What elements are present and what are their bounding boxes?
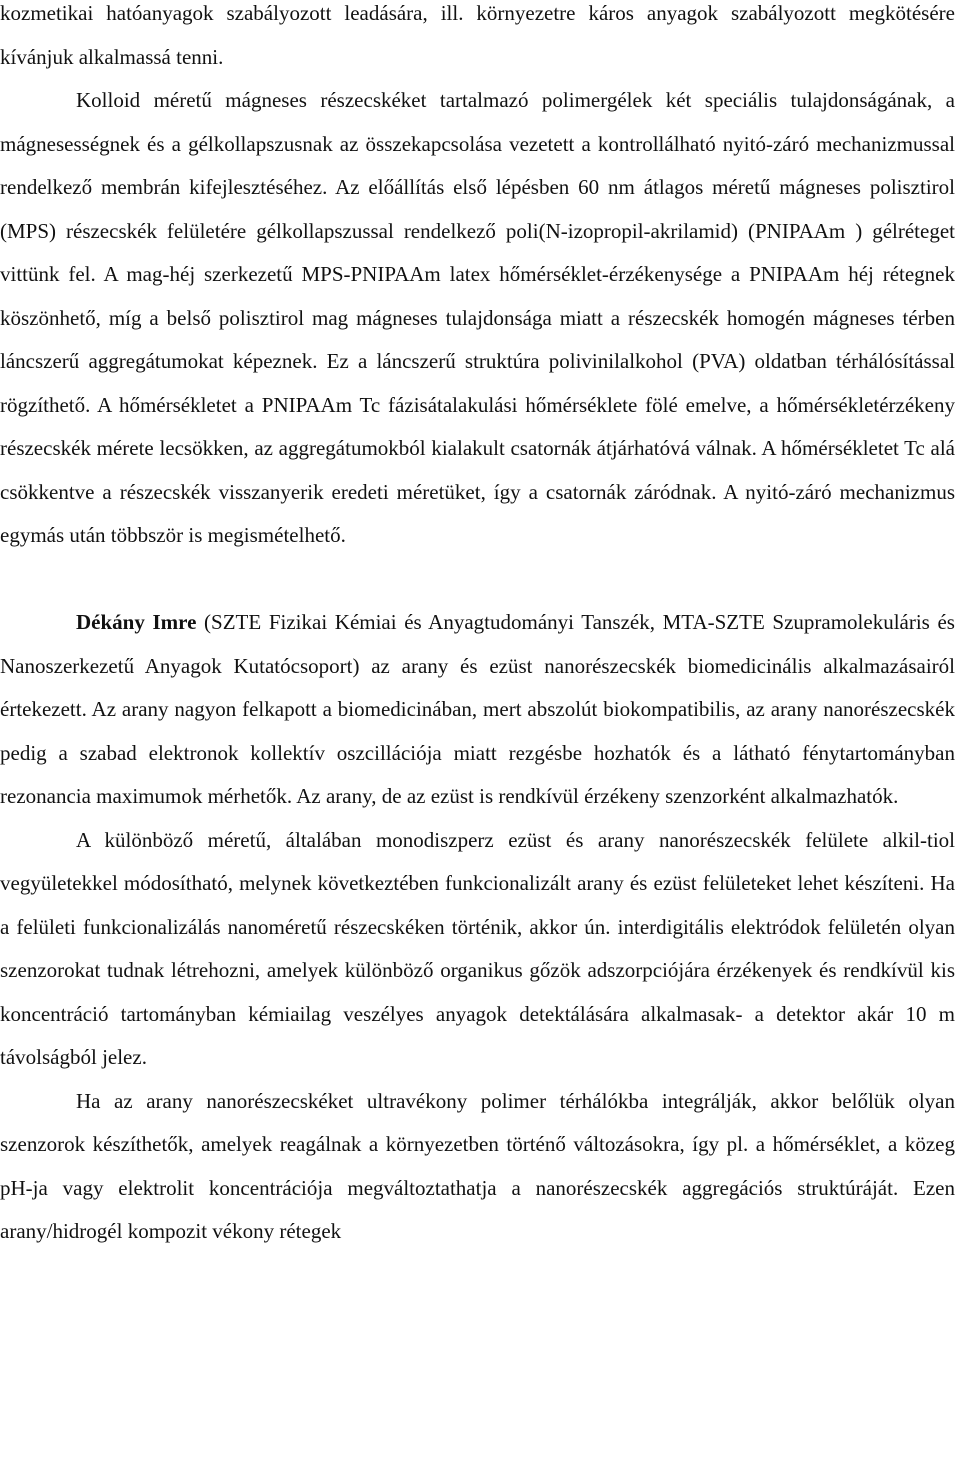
paragraph-kulonbozo: A különböző méretű, általában monodiszperz ezüst és arany nanorészecskék felülete alkil-tiol vegyületekkel módosítható, melynek következtében funkcionalizált arany és ezüst felületeket lehet készíteni. Ha a felületi funkcionalizálás nanoméretű részecskéken történik, akkor ún. interdigitális elektródok felületén olyan szenzorokat tudnak létrehozni, amelyek különböző organikus gőzök adszorpciójára érzékenyek és rendkívül kis koncentráció tartományban kémiailag veszélyes anyagok detektálására alkalmasak- a detektor akár 10 m távolságból jelez. <box>0 827 955 1069</box>
paragraph-intro-tail: kozmetikai hatóanyagok szabályozott leadására, ill. környezetre káros anyagok szabályozott megkötésére kívánjuk alkalmassá tenni. <box>0 1 955 69</box>
paragraph-kolloid: Kolloid méretű mágneses részecskéket tartalmazó polimergélek két speciális tulajdonságának, a mágnesességnek és a gélkollapszusnak az összekapcsolása vezetett a kontrollálható nyitó-záró mechanizmussal rendelkező membrán kifejlesztéséhez. Az előállítás első lépésben 60 nm átlagos méretű mágneses polisztirol (MPS) részecskék felületére gélkollapszussal rendelkező poli(N-izopropil-akrilamid) (PNIPAAm ) gélréteget vittünk fel. A mag-héj szerkezetű MPS-PNIPAAm latex hőmérséklet-érzékenysége a PNIPAAm héj rétegnek köszönhető, míg a belső polisztirol mag mágneses tulajdonsága miatt a részecskék homogén mágneses térben láncszerű aggregátumokat képeznek. Ez a láncszerű struktúra polivinilalkohol (PVA) oldatban térhálósítással rögzíthető. A hőmérsékletet a PNIPAAm Tc fázisátalakulási hőmérséklete fölé emelve, a hőmérsékletérzékeny részecskék mérete lecsökken, az aggregátumokból kialakult csatornák átjárhatóvá válnak. A hőmérsékletet Tc alá csökkentve a részecskék visszanyerik eredeti méretüket, így a csatornák záródnak. A nyitó-záró mechanizmus egymás után többször is megismételhető. <box>0 88 955 547</box>
paragraph-ha-arany: Ha az arany nanorészecskéket ultravékony polimer térhálókba integrálják, akkor belőlük olyan szenzorok készíthetők, amelyek reagálnak a környezetben történő változásokra, így pl. a hőmérséklet, a közeg pH-ja vagy elektrolit koncentrációja megváltoztathatja a nanorészecskék aggregációs struktúráját. Ezen arany/hidrogél kompozit vékony rétegek <box>0 1088 955 1243</box>
paragraph-gap <box>0 558 955 602</box>
paragraph-dekany <box>0 601 955 819</box>
author-name: Dékány Imre <box>76 610 197 634</box>
paragraph-dekany-text: (SZTE Fizikai Kémiai és Anyagtudományi Tanszék, MTA-SZTE Szupramolekuláris és Nanoszerkezetű Anyagok Kutatócsoport) az arany és ezüst nanorészecskék biomedicinális alkalmazásairól értekezett. Az arany nagyon felkapott a biomedicinában, mert abszolút biokompatibilis, az arany nanorészecskék pedig a szabad elektronok kollektív oszcillációja miatt rezgésbe hozhatók és a látható fénytartományban rezonancia maximumok mérhetők. Az arany, de az ezüst is rendkívül érzékeny szenzorként alkalmazhatók. <box>0 610 955 808</box>
